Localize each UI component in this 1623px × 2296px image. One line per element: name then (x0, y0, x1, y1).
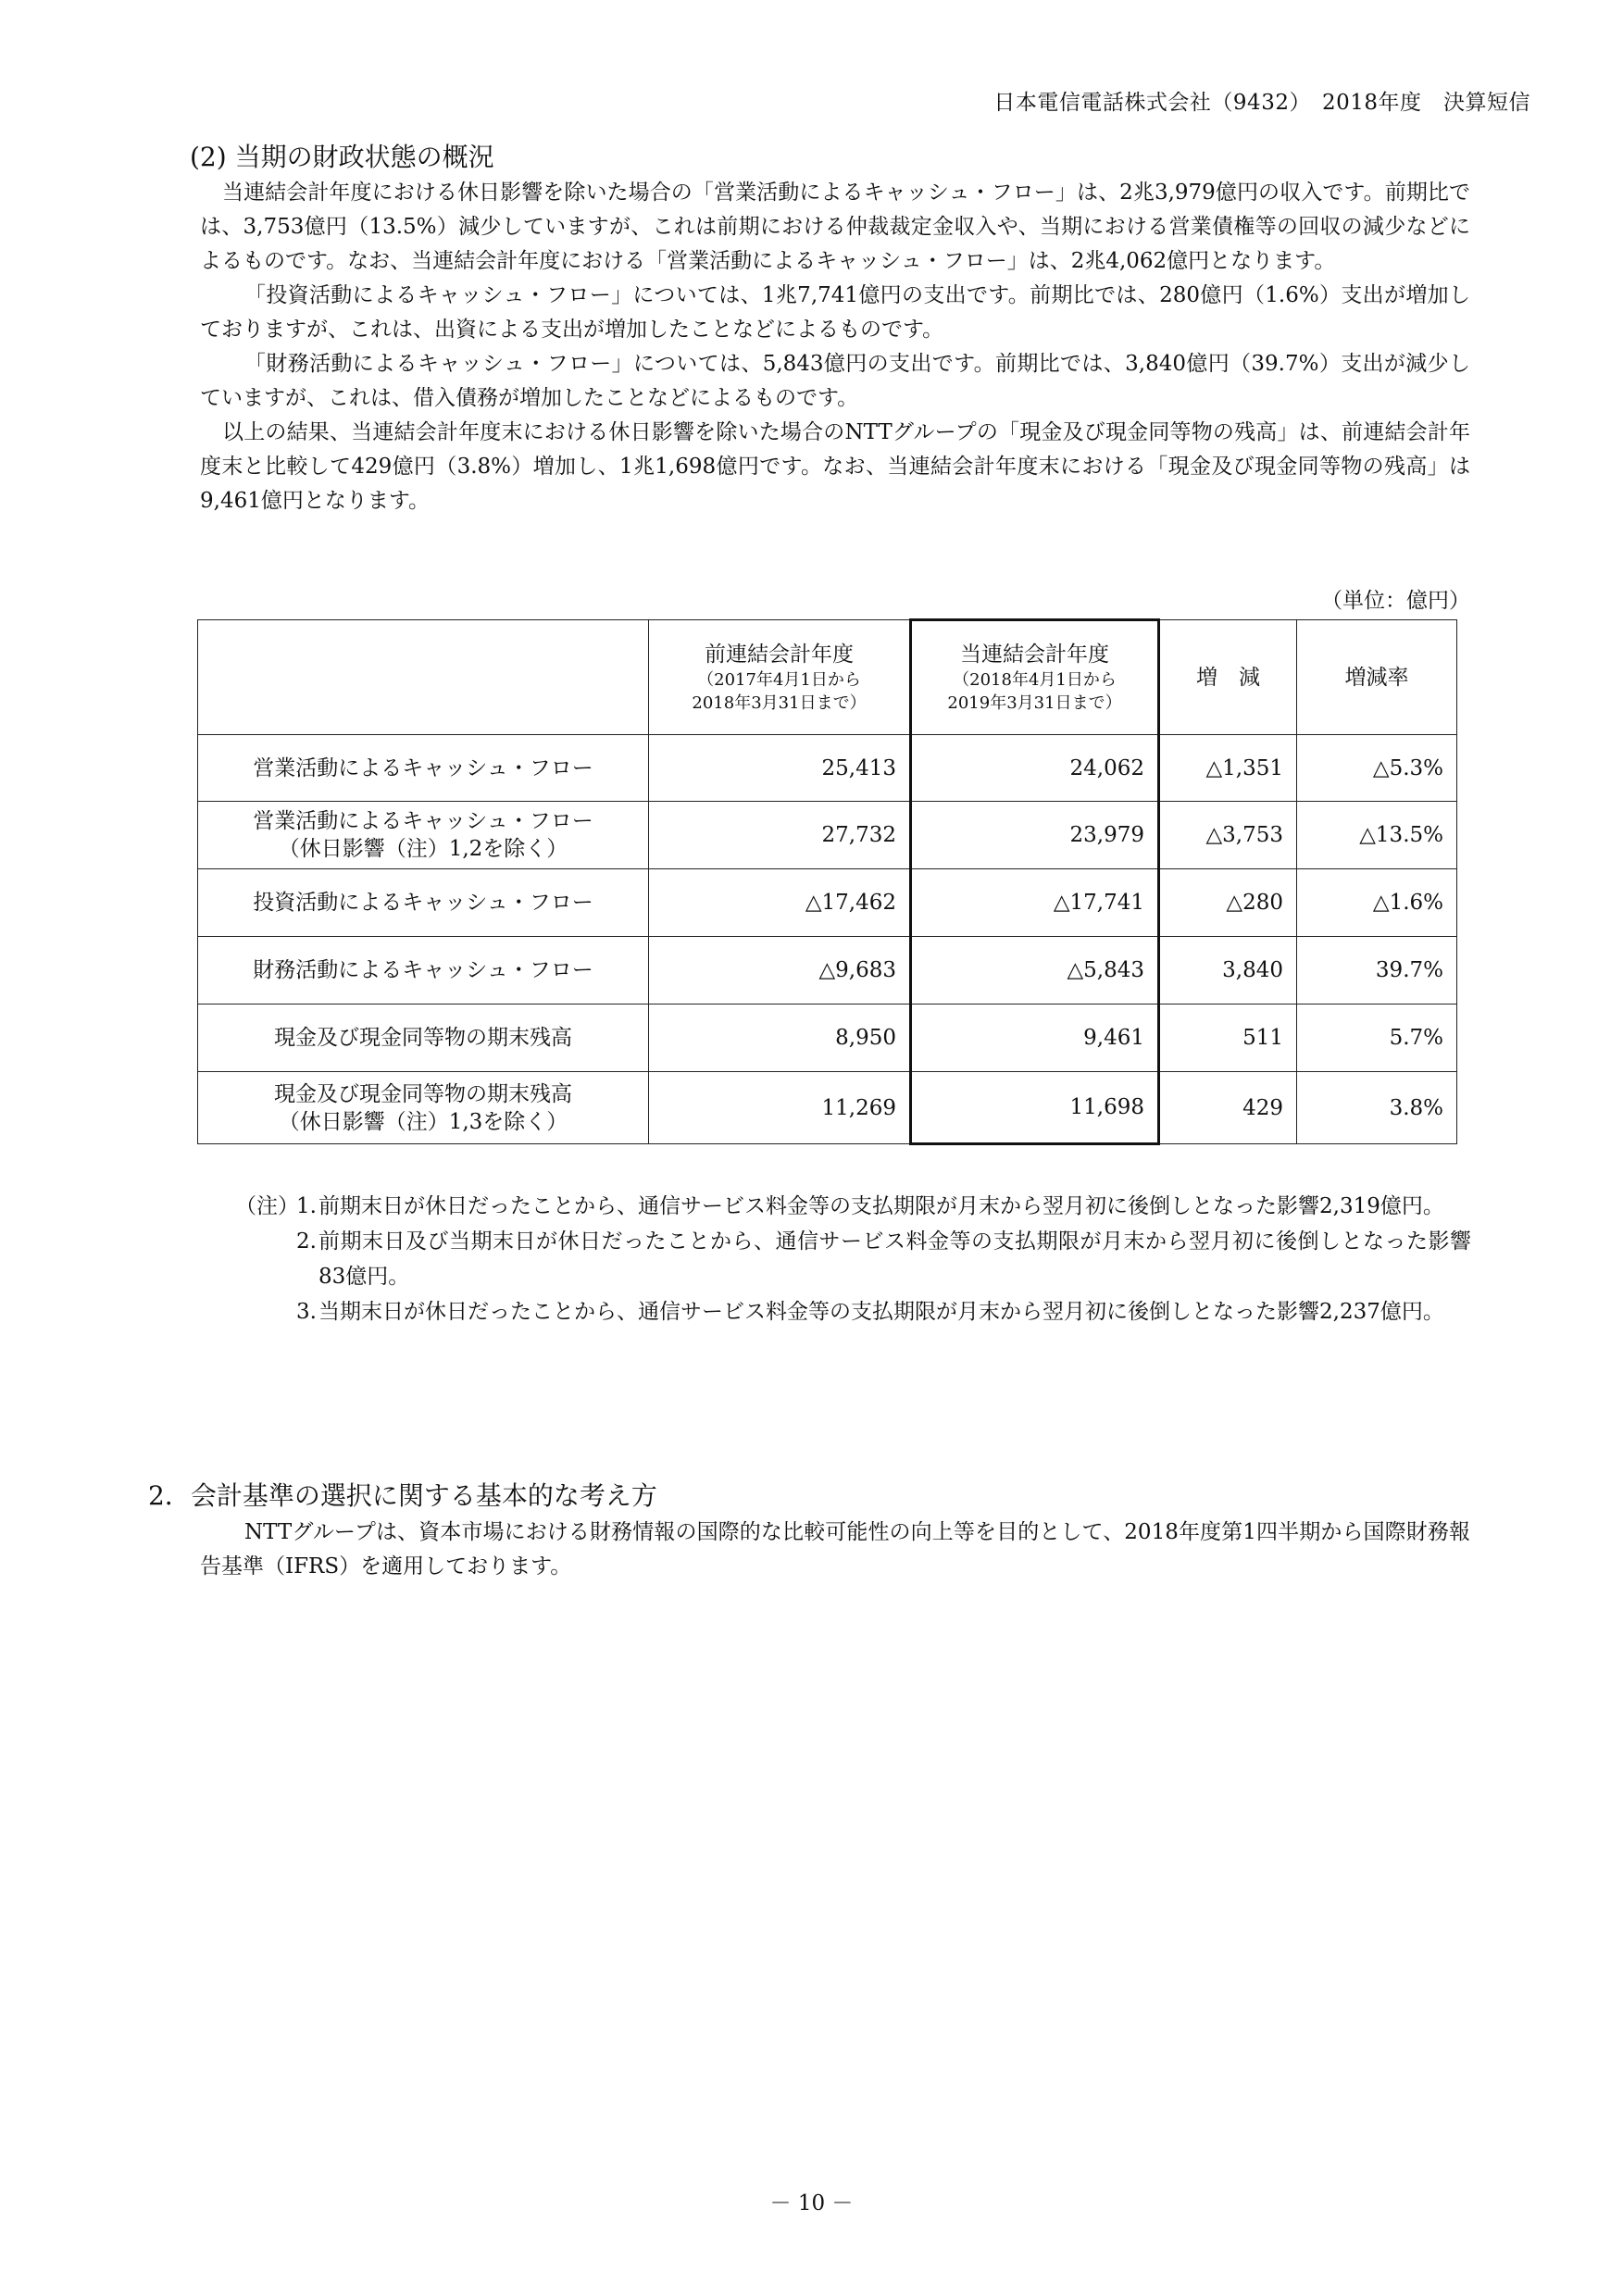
cell-prev: △17,462 (649, 869, 911, 937)
header-prev-period-end: 2018年3月31日まで） (692, 693, 867, 713)
note-number: 3. (296, 1300, 317, 1324)
row-label: 投資活動によるキャッシュ・フロー (198, 869, 649, 937)
cell-curr: 23,979 (911, 802, 1159, 869)
section2-body (200, 1516, 1470, 1584)
section2-paragraph: NTTグループは、資本市場における財務情報の国際的な比較可能性の向上等を目的として、2018年度第1四半期から国際財務報告基準（IFRS）を適用しております。 (200, 1520, 1470, 1578)
row-label: 財務活動によるキャッシュ・フロー (198, 937, 649, 1004)
notes-prefix: （注） (235, 1194, 299, 1218)
header-curr-year (911, 620, 1159, 735)
table-row (198, 1004, 1457, 1072)
row-label: 営業活動によるキャッシュ・フロー (198, 735, 649, 802)
cell-change: △1,351 (1159, 735, 1297, 802)
notes (235, 1189, 1471, 1329)
paragraph-investing: 「投資活動によるキャッシュ・フロー」については、1兆7,741億円の支出です。前期比では、280億円（1.6%）支出が増加しておりますが、これは、出資による支出が増加したことなどによるものです。 (200, 283, 1470, 342)
header-curr-period-end: 2019年3月31日まで） (947, 693, 1122, 713)
note-number: 1. (296, 1194, 317, 1218)
note-text: 前期末日が休日だったことから、通信サービス料金等の支払期限が月末から翌月初に後倒しとなった影響2,319億円。 (318, 1194, 1444, 1218)
cell-curr: △5,843 (911, 937, 1159, 1004)
cell-change: △3,753 (1159, 802, 1297, 869)
note-text: 当期末日が休日だったことから、通信サービス料金等の支払期限が月末から翌月初に後倒しとなった影響2,237億円。 (318, 1300, 1444, 1324)
cell-rate: △13.5% (1297, 802, 1457, 869)
cell-rate: △5.3% (1297, 735, 1457, 802)
header-change: 増 減 (1159, 620, 1297, 735)
document-header: 日本電信電話株式会社（9432） 2018年度 決算短信 (993, 91, 1530, 115)
row-label-note: （休日影響（注）1,3を除く） (278, 1109, 568, 1134)
header-blank (198, 620, 649, 735)
note-item (235, 1294, 1471, 1329)
cell-prev: 25,413 (649, 735, 911, 802)
cell-curr: 24,062 (911, 735, 1159, 802)
header-prev-year (649, 620, 911, 735)
header-curr-title: 当連結会計年度 (960, 643, 1109, 667)
row-label: 営業活動によるキャッシュ・フロー （休日影響（注）1,2を除く） (198, 802, 649, 869)
cell-rate: 5.7% (1297, 1004, 1457, 1072)
cell-rate: 3.8% (1297, 1072, 1457, 1144)
cell-change: 511 (1159, 1004, 1297, 1072)
header-rate: 増減率 (1297, 620, 1457, 735)
cell-prev: 8,950 (649, 1004, 911, 1072)
cell-prev: 11,269 (649, 1072, 911, 1144)
cell-rate: △1.6% (1297, 869, 1457, 937)
table-row (198, 735, 1457, 802)
note-number: 2. (296, 1229, 317, 1254)
table-row (198, 802, 1457, 869)
row-label: 現金及び現金同等物の期末残高 (198, 1004, 649, 1072)
note-item (235, 1224, 1471, 1294)
paragraph-operating: 当連結会計年度における休日影響を除いた場合の「営業活動によるキャッシュ・フロー」は、2兆3,979億円の収入です。前期比では、3,753億円（13.5%）減少していますが、これは前期における仲裁裁定金収入や、当期における営業債権等の回収の減少などによるものです。なお、当連結会計年度における「営業活動によるキャッシュ・フロー」は、2兆4,062億円となります。 (200, 181, 1470, 273)
cash-flow-table (197, 618, 1457, 1145)
page-number: － 10 － (769, 2191, 854, 2215)
note-text: 前期末日及び当期末日が休日だったことから、通信サービス料金等の支払期限が月末から翌月初に後倒しとなった影響83億円。 (318, 1229, 1471, 1289)
cell-curr: 9,461 (911, 1004, 1159, 1072)
cell-curr: 11,698 (911, 1072, 1159, 1144)
section2-title: 2．会計基準の選択に関する基本的な考え方 (148, 1480, 657, 1511)
header-prev-period-start: （2017年4月1日から (697, 669, 861, 690)
table-row (198, 1072, 1457, 1144)
cell-prev: 27,732 (649, 802, 911, 869)
paragraph-result: 以上の結果、当連結会計年度末における休日影響を除いた場合のNTTグループの「現金及び現金同等物の残高」は、前連結会計年度末と比較して429億円（3.8%）増加し、1兆1,698億円です。なお、当連結会計年度末における「現金及び現金同等物の残高」は9,461億円となります。 (200, 420, 1470, 513)
section-title: (2) 当期の財政状態の概況 (190, 142, 494, 172)
cell-change: 429 (1159, 1072, 1297, 1144)
cell-change: △280 (1159, 869, 1297, 937)
unit-label: （単位：億円） (1321, 589, 1470, 613)
note-item (235, 1189, 1471, 1224)
table-header-row (198, 620, 1457, 735)
row-label: 現金及び現金同等物の期末残高 （休日影響（注）1,3を除く） (198, 1072, 649, 1144)
section-body (200, 176, 1470, 518)
paragraph-financing: 「財務活動によるキャッシュ・フロー」については、5,843億円の支出です。前期比では、3,840億円（39.7%）支出が減少していますが、これは、借入債務が増加したことなどによるものです。 (200, 352, 1470, 410)
row-label-note: （休日影響（注）1,2を除く） (278, 837, 568, 861)
cell-change: 3,840 (1159, 937, 1297, 1004)
table-row (198, 937, 1457, 1004)
cell-rate: 39.7% (1297, 937, 1457, 1004)
cell-curr: △17,741 (911, 869, 1159, 937)
table-row (198, 869, 1457, 937)
header-prev-title: 前連結会計年度 (705, 642, 854, 667)
header-curr-period-start: （2018年4月1日から (953, 670, 1117, 690)
cell-prev: △9,683 (649, 937, 911, 1004)
